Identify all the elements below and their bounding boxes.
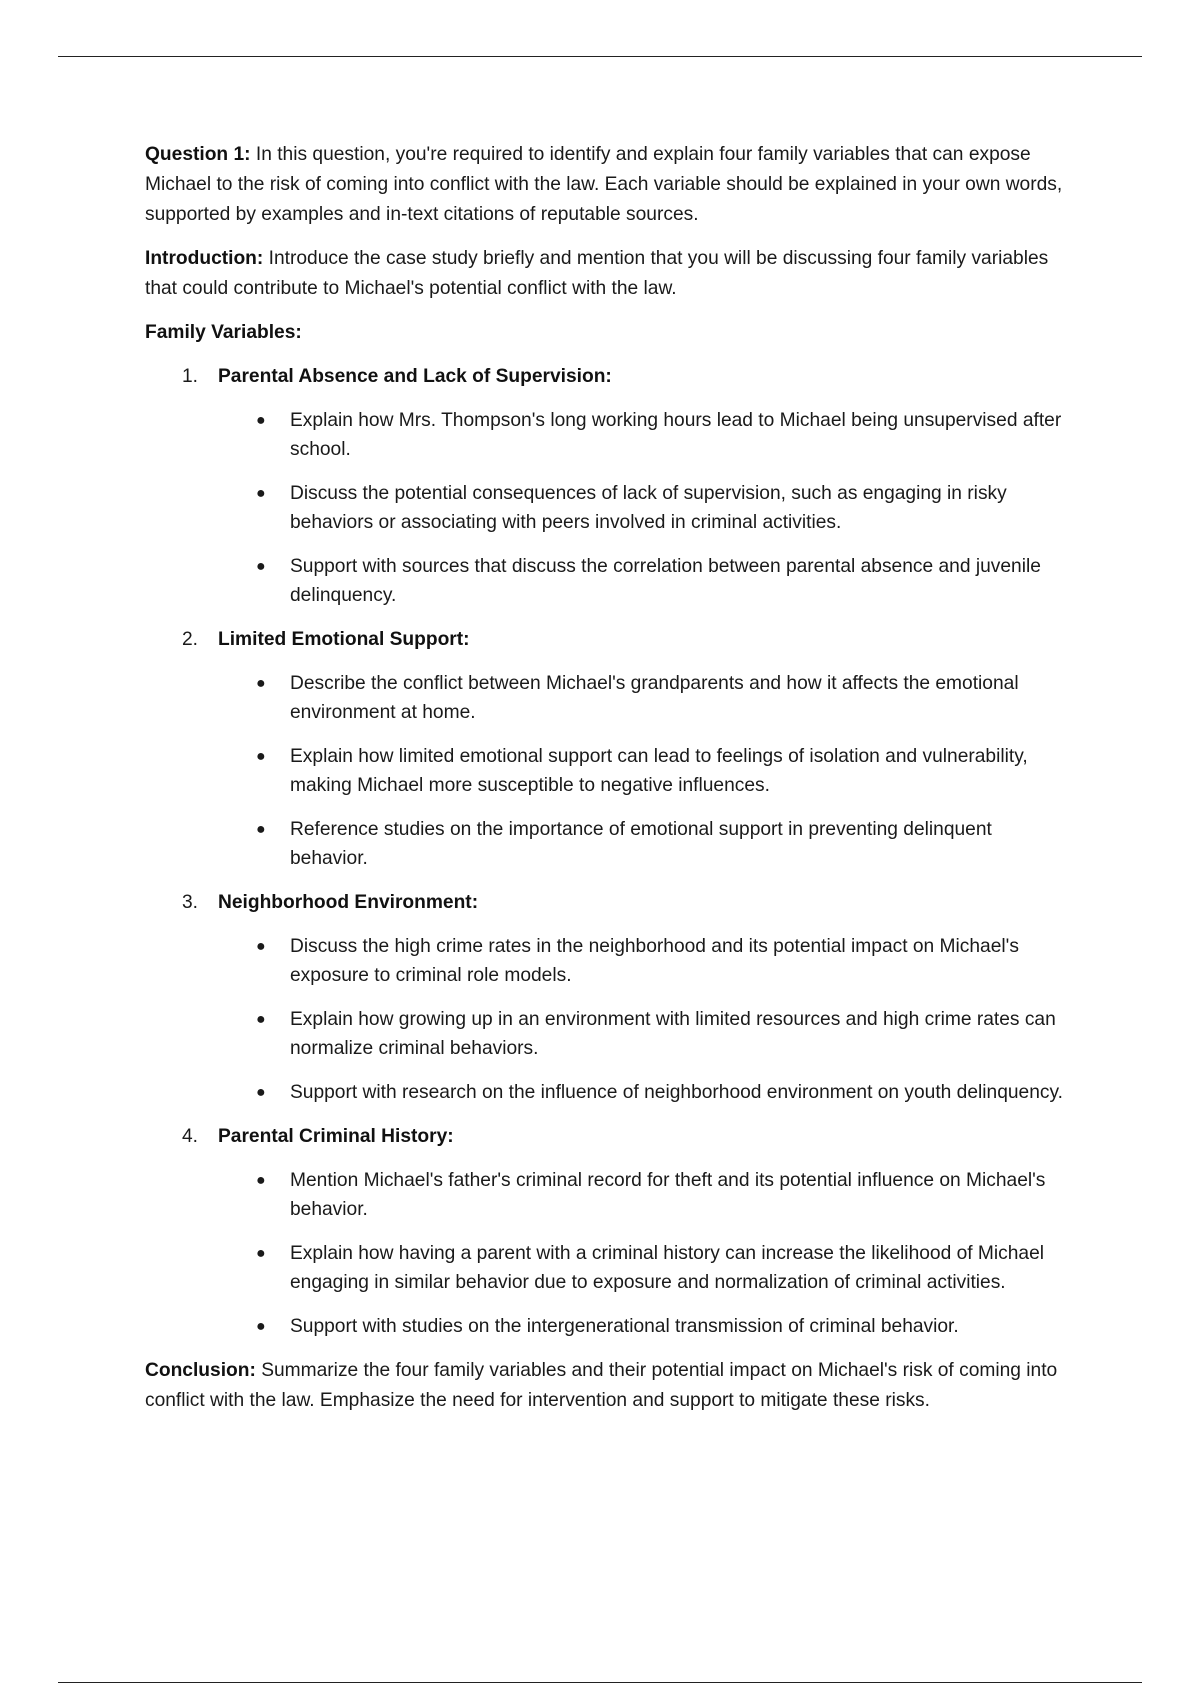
conclusion-text: Summarize the four family variables and their potential impact on Michael's risk of coming into conflict with the law. Emphasize the need for intervention and support to mitigate these risks. [145, 1360, 1058, 1411]
family-variables-heading: Family Variables: [145, 322, 302, 343]
variable-number: 4. [182, 1126, 199, 1147]
bullet-icon: ● [256, 1084, 266, 1101]
list-item [145, 815, 1065, 873]
variable-item [145, 1122, 1065, 1341]
list-item [145, 1005, 1065, 1063]
variable-bullet-list [145, 1166, 1065, 1341]
variable-heading [145, 625, 1065, 655]
list-item [145, 742, 1065, 800]
question-text: In this question, you're required to identify and explain four family variables that can expose Michael to the risk of coming into conflict with the law. Each variable should be explained in your own words, supported by examples and in-text citations of reputable sources. [145, 144, 1063, 225]
variable-bullet-list [145, 932, 1065, 1107]
list-item [145, 669, 1065, 727]
bullet-text: Support with sources that discuss the correlation between parental absence and juvenile delinquency. [290, 556, 1041, 606]
bullet-icon: ● [256, 675, 266, 692]
bullet-text: Support with studies on the intergenerational transmission of criminal behavior. [290, 1316, 959, 1337]
bullet-icon: ● [256, 412, 266, 429]
bullet-text: Reference studies on the importance of emotional support in preventing delinquent behavior. [290, 819, 992, 869]
list-item [145, 1239, 1065, 1297]
bullet-text: Explain how Mrs. Thompson's long working hours lead to Michael being unsupervised after school. [290, 410, 1062, 460]
bullet-text: Describe the conflict between Michael's grandparents and how it affects the emotional environment at home. [290, 673, 1019, 723]
conclusion-paragraph [145, 1356, 1065, 1416]
variable-bullet-list [145, 669, 1065, 873]
bullet-icon: ● [256, 938, 266, 955]
bullet-text: Discuss the high crime rates in the neighborhood and its potential impact on Michael's exposure to criminal role models. [290, 936, 1019, 986]
conclusion-label: Conclusion: [145, 1360, 256, 1381]
document-body [145, 140, 1065, 1430]
bullet-icon: ● [256, 821, 266, 838]
bullet-icon: ● [256, 748, 266, 765]
variable-heading [145, 362, 1065, 392]
variable-title: Neighborhood Environment: [218, 892, 479, 913]
variable-number: 1. [182, 366, 199, 387]
bullet-icon: ● [256, 1172, 266, 1189]
introduction-text: Introduce the case study briefly and mention that you will be discussing four family variables that could contribute to Michael's potential conflict with the law. [145, 248, 1049, 299]
bullet-icon: ● [256, 1011, 266, 1028]
list-item [145, 1078, 1065, 1107]
bullet-text: Explain how growing up in an environment with limited resources and high crime rates can normalize criminal behaviors. [290, 1009, 1056, 1059]
list-item [145, 1166, 1065, 1224]
bullet-text: Explain how limited emotional support can lead to feelings of isolation and vulnerability, making Michael more susceptible to negative influences. [290, 746, 1028, 796]
bullet-icon: ● [256, 485, 266, 502]
variable-heading [145, 1122, 1065, 1152]
bullet-text: Discuss the potential consequences of lack of supervision, such as engaging in risky behaviors or associating with peers involved in criminal activities. [290, 483, 1007, 533]
list-item [145, 406, 1065, 464]
bullet-text: Mention Michael's father's criminal record for theft and its potential influence on Michael's behavior. [290, 1170, 1046, 1220]
list-item [145, 552, 1065, 610]
list-item [145, 479, 1065, 537]
question-label: Question 1: [145, 144, 251, 165]
variable-title: Parental Criminal History: [218, 1126, 454, 1147]
variable-title: Parental Absence and Lack of Supervision: [218, 366, 612, 387]
footer-rule [58, 1682, 1142, 1683]
question-paragraph [145, 140, 1065, 230]
variable-title: Limited Emotional Support: [218, 629, 470, 650]
bullet-text: Support with research on the influence of neighborhood environment on youth delinquency. [290, 1082, 1063, 1103]
variable-item [145, 625, 1065, 873]
bullet-text: Explain how having a parent with a criminal history can increase the likelihood of Michael engaging in similar behavior due to exposure and normalization of criminal activities. [290, 1243, 1045, 1293]
bullet-icon: ● [256, 1245, 266, 1262]
header-rule [58, 56, 1142, 57]
introduction-paragraph [145, 244, 1065, 304]
variable-item [145, 888, 1065, 1107]
list-item [145, 932, 1065, 990]
bullet-icon: ● [256, 1318, 266, 1335]
bullet-icon: ● [256, 558, 266, 575]
introduction-label: Introduction: [145, 248, 264, 269]
variable-heading [145, 888, 1065, 918]
variable-number: 2. [182, 629, 199, 650]
list-item [145, 1312, 1065, 1341]
variable-number: 3. [182, 892, 199, 913]
variable-bullet-list [145, 406, 1065, 610]
variable-item [145, 362, 1065, 610]
